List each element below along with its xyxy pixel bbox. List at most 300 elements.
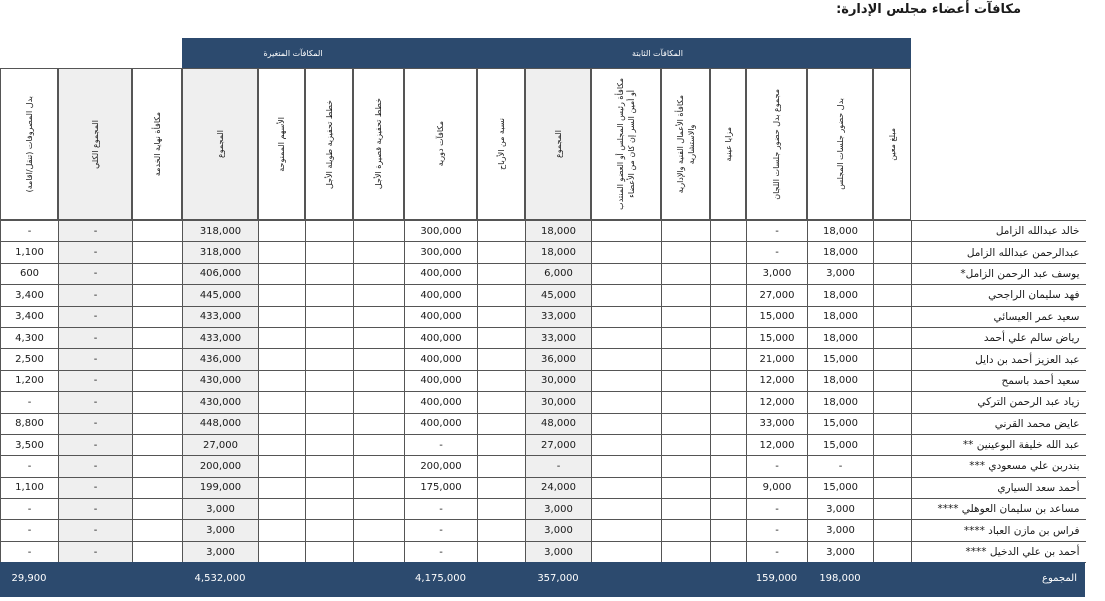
empty-cell: [478, 306, 526, 327]
header-committee-fees: مجموع بدل حضور جلسات اللجان: [746, 68, 807, 220]
empty-cell: [662, 306, 711, 327]
member-name: بندربن علي مسعودي ***: [912, 456, 1086, 477]
empty-cell: [306, 370, 354, 391]
header-periodic-rewards: مكافآت دورية: [404, 68, 477, 220]
empty-cell: [354, 306, 405, 327]
empty-cell: [354, 242, 405, 263]
empty-cell: [592, 541, 662, 562]
total-fixed: 357,000: [537, 573, 579, 584]
header-long-term-plans: خطط تحفيزية طويلة الأجل: [305, 68, 353, 220]
table-row: [1, 520, 1086, 541]
empty-cell: [354, 327, 405, 348]
empty-cell: [306, 285, 354, 306]
header-chairman-reward: مكافأة رئيس المجلس أو العضو المنتدب أو أمين السر إن كان من الأعضاء: [591, 68, 661, 220]
cell-var-total: 200,000: [183, 456, 259, 477]
cell-periodic: 300,000: [405, 221, 478, 242]
empty-cell: [874, 392, 912, 413]
table-row: [1, 477, 1086, 498]
cell-periodic: -: [405, 499, 478, 520]
cell-board: 18,000: [808, 242, 874, 263]
empty-cell: [662, 263, 711, 284]
empty-cell: [592, 327, 662, 348]
empty-cell: [874, 370, 912, 391]
empty-cell: [874, 520, 912, 541]
cell-committee: 21,000: [747, 349, 808, 370]
header-board-fees: بدل حضور جلسات المجلس: [807, 68, 873, 220]
empty-cell: [711, 456, 747, 477]
empty-cell: [592, 306, 662, 327]
empty-cell: [874, 434, 912, 455]
member-name: فهد سليمان الراجحي: [912, 285, 1086, 306]
cell-grand-total: -: [59, 520, 133, 541]
empty-cell: [592, 370, 662, 391]
empty-cell: [259, 392, 306, 413]
cell-grand-total: -: [59, 221, 133, 242]
empty-cell: [306, 263, 354, 284]
cell-committee: -: [747, 221, 808, 242]
empty-cell: [306, 499, 354, 520]
table-row: [1, 221, 1086, 242]
cell-var-total: 318,000: [183, 221, 259, 242]
empty-cell: [306, 413, 354, 434]
empty-cell: [259, 263, 306, 284]
cell-expenses: -: [1, 392, 59, 413]
cell-var-total: 448,000: [183, 413, 259, 434]
cell-periodic: 400,000: [405, 349, 478, 370]
empty-cell: [354, 370, 405, 391]
empty-cell: [133, 499, 183, 520]
cell-expenses: 3,500: [1, 434, 59, 455]
cell-expenses: 1,100: [1, 477, 59, 498]
empty-cell: [133, 306, 183, 327]
empty-cell: [133, 221, 183, 242]
empty-cell: [306, 349, 354, 370]
cell-periodic: 175,000: [405, 477, 478, 498]
cell-committee: 12,000: [747, 434, 808, 455]
cell-board: 3,000: [808, 263, 874, 284]
empty-cell: [711, 520, 747, 541]
cell-committee: 27,000: [747, 285, 808, 306]
cell-var-total: 445,000: [183, 285, 259, 306]
cell-fixed-total: 6,000: [526, 263, 592, 284]
cell-var-total: 430,000: [183, 370, 259, 391]
cell-board: 15,000: [808, 349, 874, 370]
header-profit-percentage: نسبة من الأرباح: [477, 68, 525, 220]
member-name: عبد الله خليفة البوعينين **: [912, 434, 1086, 455]
cell-periodic: 400,000: [405, 413, 478, 434]
table-row: [1, 499, 1086, 520]
empty-cell: [874, 477, 912, 498]
empty-cell: [306, 434, 354, 455]
cell-grand-total: -: [59, 349, 133, 370]
empty-cell: [133, 520, 183, 541]
empty-cell: [354, 541, 405, 562]
empty-cell: [306, 477, 354, 498]
cell-committee: 12,000: [747, 370, 808, 391]
header-variable-total: المجموع: [182, 68, 258, 220]
cell-expenses: 1,100: [1, 242, 59, 263]
cell-board: 15,000: [808, 413, 874, 434]
empty-cell: [874, 541, 912, 562]
empty-cell: [354, 392, 405, 413]
cell-periodic: 400,000: [405, 370, 478, 391]
empty-cell: [259, 520, 306, 541]
empty-cell: [133, 327, 183, 348]
cell-fixed-total: 18,000: [526, 221, 592, 242]
empty-cell: [478, 499, 526, 520]
empty-cell: [662, 541, 711, 562]
empty-cell: [711, 349, 747, 370]
member-name: عبدالرحمن عبدالله الزامل: [912, 242, 1086, 263]
empty-cell: [306, 306, 354, 327]
cell-grand-total: -: [59, 263, 133, 284]
cell-periodic: -: [405, 541, 478, 562]
empty-cell: [592, 285, 662, 306]
table-row: [1, 306, 1086, 327]
empty-cell: [306, 541, 354, 562]
cell-expenses: -: [1, 541, 59, 562]
cell-expenses: 3,400: [1, 306, 59, 327]
empty-cell: [133, 370, 183, 391]
empty-cell: [874, 327, 912, 348]
cell-board: 3,000: [808, 520, 874, 541]
table-row: [1, 285, 1086, 306]
cell-board: 18,000: [808, 221, 874, 242]
variable-rewards-group: المكافآت المتغيرة: [182, 38, 404, 68]
empty-cell: [711, 221, 747, 242]
cell-grand-total: -: [59, 306, 133, 327]
empty-cell: [306, 392, 354, 413]
cell-fixed-total: 3,000: [526, 541, 592, 562]
header-short-term-plans: خطط تحفيزية قصيرة الأجل: [353, 68, 404, 220]
cell-fixed-total: 24,000: [526, 477, 592, 498]
empty-cell: [592, 499, 662, 520]
empty-cell: [478, 221, 526, 242]
empty-cell: [478, 349, 526, 370]
empty-cell: [354, 477, 405, 498]
table-body: [1, 221, 1086, 563]
empty-cell: [354, 263, 405, 284]
empty-cell: [306, 242, 354, 263]
empty-cell: [133, 434, 183, 455]
cell-grand-total: -: [59, 541, 133, 562]
empty-cell: [711, 263, 747, 284]
cell-board: 15,000: [808, 477, 874, 498]
empty-cell: [354, 413, 405, 434]
header-grand-total: المجموع الكلي: [58, 68, 132, 220]
empty-cell: [259, 456, 306, 477]
empty-cell: [711, 392, 747, 413]
cell-var-total: 3,000: [183, 499, 259, 520]
cell-expenses: 3,400: [1, 285, 59, 306]
cell-expenses: -: [1, 499, 59, 520]
cell-committee: 33,000: [747, 413, 808, 434]
cell-expenses: 600: [1, 263, 59, 284]
cell-board: 18,000: [808, 392, 874, 413]
cell-board: 15,000: [808, 434, 874, 455]
cell-var-total: 430,000: [183, 392, 259, 413]
empty-cell: [259, 477, 306, 498]
empty-cell: [259, 434, 306, 455]
empty-cell: [259, 285, 306, 306]
total-committee-fees: 159,000: [755, 573, 798, 584]
empty-cell: [592, 349, 662, 370]
empty-cell: [259, 499, 306, 520]
empty-cell: [662, 477, 711, 498]
empty-cell: [592, 520, 662, 541]
empty-cell: [874, 349, 912, 370]
table-row: [1, 456, 1086, 477]
header-fixed-total: المجموع: [525, 68, 591, 220]
header-technical-reward: مكافأة الأعمال الفنية والإدارية والاستشارية: [661, 68, 710, 220]
member-name: خالد عبدالله الزامل: [912, 221, 1086, 242]
empty-cell: [259, 349, 306, 370]
empty-cell: [592, 392, 662, 413]
cell-var-total: 3,000: [183, 541, 259, 562]
cell-expenses: 2,500: [1, 349, 59, 370]
cell-committee: -: [747, 541, 808, 562]
cell-grand-total: -: [59, 242, 133, 263]
table-row: [1, 263, 1086, 284]
empty-cell: [478, 434, 526, 455]
cell-var-total: 199,000: [183, 477, 259, 498]
empty-cell: [133, 349, 183, 370]
cell-board: 18,000: [808, 285, 874, 306]
cell-grand-total: -: [59, 285, 133, 306]
header-expenses: بدل المصروفات (تنقل/اقامة): [0, 68, 58, 220]
cell-grand-total: -: [59, 499, 133, 520]
cell-fixed-total: 30,000: [526, 370, 592, 391]
page-title: مكافآت أعضاء مجلس الإدارة:: [836, 2, 1021, 17]
cell-board: 3,000: [808, 499, 874, 520]
member-name: عبد العزيز أحمد بن دايل: [912, 349, 1086, 370]
table-row: [1, 349, 1086, 370]
cell-board: 3,000: [808, 541, 874, 562]
empty-cell: [874, 306, 912, 327]
empty-cell: [662, 349, 711, 370]
empty-cell: [133, 477, 183, 498]
empty-cell: [662, 242, 711, 263]
total-expenses: 29,900: [11, 573, 47, 584]
empty-cell: [662, 413, 711, 434]
empty-cell: [662, 520, 711, 541]
empty-cell: [592, 434, 662, 455]
member-name: زياد عبد الرحمن التركي: [912, 392, 1086, 413]
empty-cell: [874, 285, 912, 306]
cell-committee: -: [747, 499, 808, 520]
cell-fixed-total: 33,000: [526, 327, 592, 348]
empty-cell: [259, 370, 306, 391]
cell-expenses: 4,300: [1, 327, 59, 348]
empty-cell: [354, 456, 405, 477]
member-name: مساعد بن سليمان العوهلي ****: [912, 499, 1086, 520]
empty-cell: [662, 285, 711, 306]
cell-fixed-total: 30,000: [526, 392, 592, 413]
empty-cell: [711, 327, 747, 348]
empty-cell: [133, 285, 183, 306]
table-row: [1, 370, 1086, 391]
cell-fixed-total: 3,000: [526, 520, 592, 541]
cell-var-total: 318,000: [183, 242, 259, 263]
empty-cell: [478, 456, 526, 477]
empty-cell: [133, 413, 183, 434]
header-fixed-amount: مبلغ معين: [873, 68, 911, 220]
table-row: [1, 242, 1086, 263]
empty-cell: [874, 456, 912, 477]
cell-committee: 12,000: [747, 392, 808, 413]
empty-cell: [662, 456, 711, 477]
member-name: رياض سالم علي أحمد: [912, 327, 1086, 348]
empty-cell: [259, 242, 306, 263]
cell-periodic: 200,000: [405, 456, 478, 477]
empty-cell: [478, 327, 526, 348]
empty-cell: [354, 285, 405, 306]
cell-committee: 3,000: [747, 263, 808, 284]
empty-cell: [354, 499, 405, 520]
empty-cell: [133, 541, 183, 562]
empty-cell: [711, 285, 747, 306]
empty-cell: [306, 456, 354, 477]
empty-cell: [592, 263, 662, 284]
empty-cell: [592, 477, 662, 498]
cell-var-total: 433,000: [183, 306, 259, 327]
cell-var-total: 27,000: [183, 434, 259, 455]
fixed-rewards-group: المكافآت الثابتة: [404, 38, 911, 68]
empty-cell: [306, 221, 354, 242]
cell-var-total: 433,000: [183, 327, 259, 348]
cell-board: 18,000: [808, 327, 874, 348]
cell-fixed-total: 45,000: [526, 285, 592, 306]
cell-expenses: 1,200: [1, 370, 59, 391]
table-row: [1, 392, 1086, 413]
cell-var-total: 3,000: [183, 520, 259, 541]
cell-periodic: -: [405, 434, 478, 455]
cell-periodic: 400,000: [405, 327, 478, 348]
empty-cell: [133, 456, 183, 477]
header-end-service: مكافأة نهاية الخدمة: [132, 68, 182, 220]
empty-cell: [662, 221, 711, 242]
empty-cell: [662, 370, 711, 391]
empty-cell: [478, 263, 526, 284]
cell-grand-total: -: [59, 456, 133, 477]
empty-cell: [711, 306, 747, 327]
empty-cell: [478, 520, 526, 541]
empty-cell: [259, 541, 306, 562]
cell-periodic: 400,000: [405, 306, 478, 327]
cell-var-total: 436,000: [183, 349, 259, 370]
cell-fixed-total: 36,000: [526, 349, 592, 370]
empty-cell: [662, 499, 711, 520]
empty-cell: [133, 263, 183, 284]
empty-cell: [133, 242, 183, 263]
empty-cell: [133, 392, 183, 413]
cell-grand-total: -: [59, 413, 133, 434]
header-in-kind-benefits: مزايا عينية: [710, 68, 746, 220]
empty-cell: [662, 434, 711, 455]
empty-cell: [478, 285, 526, 306]
empty-cell: [478, 541, 526, 562]
cell-committee: 15,000: [747, 327, 808, 348]
cell-committee: 9,000: [747, 477, 808, 498]
empty-cell: [259, 413, 306, 434]
cell-expenses: -: [1, 221, 59, 242]
header-granted-shares: الأسهم الممنوحة: [258, 68, 305, 220]
member-name: أحمد سعد السياري: [912, 477, 1086, 498]
cell-grand-total: -: [59, 392, 133, 413]
cell-expenses: -: [1, 456, 59, 477]
table-row: [1, 327, 1086, 348]
cell-fixed-total: 27,000: [526, 434, 592, 455]
empty-cell: [592, 242, 662, 263]
empty-cell: [478, 242, 526, 263]
cell-periodic: 400,000: [405, 392, 478, 413]
empty-cell: [354, 520, 405, 541]
member-name: فراس بن مازن العباد ****: [912, 520, 1086, 541]
empty-cell: [259, 327, 306, 348]
empty-cell: [874, 499, 912, 520]
empty-cell: [592, 456, 662, 477]
empty-cell: [354, 221, 405, 242]
cell-committee: -: [747, 242, 808, 263]
cell-periodic: 300,000: [405, 242, 478, 263]
cell-committee: -: [747, 456, 808, 477]
total-variable: 4,532,000: [194, 573, 246, 584]
cell-periodic: 400,000: [405, 285, 478, 306]
cell-grand-total: -: [59, 477, 133, 498]
member-name: سعيد أحمد باسمح: [912, 370, 1086, 391]
empty-cell: [592, 413, 662, 434]
empty-cell: [259, 306, 306, 327]
empty-cell: [874, 221, 912, 242]
cell-committee: 15,000: [747, 306, 808, 327]
empty-cell: [711, 499, 747, 520]
empty-cell: [711, 370, 747, 391]
cell-expenses: -: [1, 520, 59, 541]
empty-cell: [592, 221, 662, 242]
empty-cell: [478, 370, 526, 391]
empty-cell: [354, 434, 405, 455]
empty-cell: [306, 327, 354, 348]
cell-var-total: 406,000: [183, 263, 259, 284]
total-label: المجموع: [1042, 573, 1077, 584]
cell-board: -: [808, 456, 874, 477]
cell-fixed-total: 18,000: [526, 242, 592, 263]
totals-row: [0, 562, 1085, 597]
cell-grand-total: -: [59, 434, 133, 455]
member-name: يوسف عبد الرحمن الزامل*: [912, 263, 1086, 284]
cell-fixed-total: 3,000: [526, 499, 592, 520]
empty-cell: [711, 477, 747, 498]
total-board-fees: 198,000: [819, 573, 861, 584]
empty-cell: [478, 392, 526, 413]
rewards-table: [0, 220, 1086, 563]
cell-board: 18,000: [808, 370, 874, 391]
cell-periodic: 400,000: [405, 263, 478, 284]
cell-expenses: 8,800: [1, 413, 59, 434]
cell-grand-total: -: [59, 370, 133, 391]
empty-cell: [259, 221, 306, 242]
empty-cell: [478, 477, 526, 498]
empty-cell: [354, 349, 405, 370]
table-row: [1, 434, 1086, 455]
empty-cell: [711, 242, 747, 263]
member-name: أحمد بن علي الدخيل ****: [912, 541, 1086, 562]
empty-cell: [478, 413, 526, 434]
total-periodic: 4,175,000: [415, 573, 466, 584]
cell-grand-total: -: [59, 327, 133, 348]
cell-fixed-total: -: [526, 456, 592, 477]
empty-cell: [662, 392, 711, 413]
